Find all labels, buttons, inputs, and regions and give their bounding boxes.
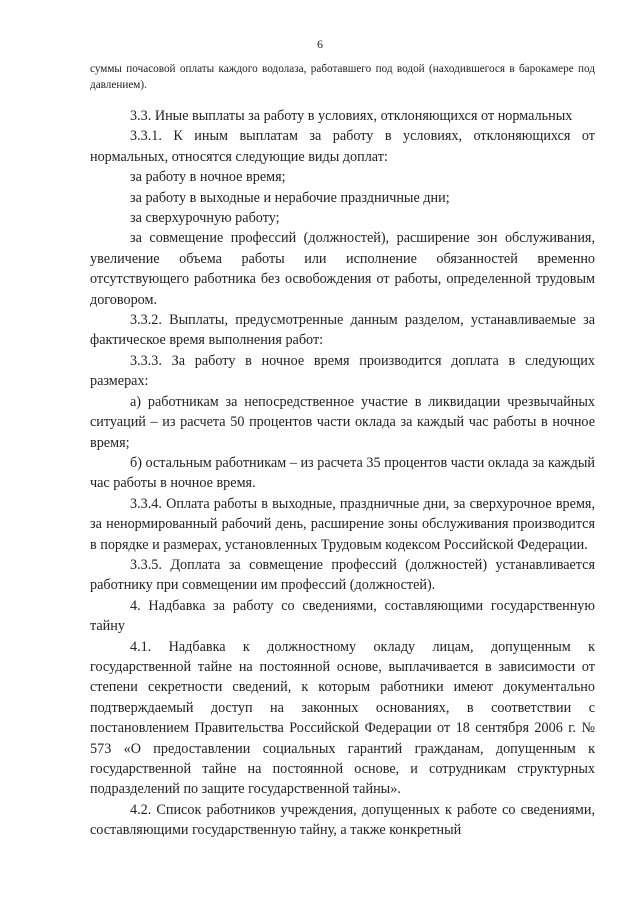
paragraph-3-3-5: 3.3.5. Доплата за совмещение профессий (должностей) устанавливается работнику при совмещении им профессий (должностей). — [90, 556, 595, 594]
list-item-overtime: за сверхурочную работу; — [130, 210, 280, 227]
paragraph-3-3-3: 3.3.3. За работу в ночное время производится доплата в следующих размерах: — [90, 352, 595, 390]
section-heading-3-3: 3.3. Иные выплаты за работу в условиях, отклоняющихся от нормальных — [130, 108, 573, 124]
paragraph-4-2: 4.2. Список работников учреждения, допущенных к работе со сведениями, составляющими государственную тайну, а также конкретный — [90, 801, 595, 839]
list-item-combination: за совмещение профессий (должностей), расширение зон обслуживания, увеличение объема работы или исполнение обязанностей временно отсутствующего работника без освобождения от работы, определенной трудовым договором. — [90, 230, 595, 308]
paragraph-4-1: 4.1. Надбавка к должностному окладу лицам, допущенным к государственной тайне на постоянной основе, выплачивается в зависимости от степени секретности сведений, к которым работники имеют документально подтверждаемый доступ на законных основаниях, в соответствии с постановлением Правительства Российской Федерации от 18 сентября 2006 г. № 573 «О предоставлении социальных гарантий гражданам, допущенным к государственной тайне на постоянной основе, и сотрудникам структурных подразделений по защите государственной тайны». — [90, 638, 595, 798]
paragraph-3-3-2: 3.3.2. Выплаты, предусмотренные данным разделом, устанавливаемые за фактическое время выполнения работ: — [90, 312, 595, 349]
paragraph-3-3-3-b: б) остальным работникам – из расчета 35 процентов части оклада за каждый час работы в ночное время. — [90, 454, 595, 492]
list-item-night: за работу в ночное время; — [130, 169, 286, 186]
paragraph-3-3-1: 3.3.1. К иным выплатам за работу в условиях, отклоняющихся от нормальных, относятся следующие виды доплат: — [90, 128, 595, 165]
document-body — [90, 106, 595, 841]
list-item-holidays: за работу в выходные и нерабочие праздничные дни; — [130, 189, 450, 206]
page-number: 6 — [317, 37, 323, 51]
paragraph-3-3-4: 3.3.4. Оплата работы в выходные, праздничные дни, за сверхурочное время, за ненормированный рабочий день, расширение зоны обслуживания производится в порядке и размерах, установленных Трудовым кодексом Российской Федерации. — [90, 495, 595, 553]
paragraph-3-3-3-a: а) работникам за непосредственное участие в ликвидации чрезвычайных ситуаций – из расчета 50 процентов части оклада за каждый час работы в ночное время; — [90, 393, 595, 451]
section-heading-4: 4. Надбавка за работу со сведениями, составляющими государственную тайну — [90, 597, 595, 635]
previous-paragraph-continuation: суммы почасовой оплаты каждого водолаза, работавшего под водой (находившегося в барокамере под давлением). — [90, 63, 595, 91]
